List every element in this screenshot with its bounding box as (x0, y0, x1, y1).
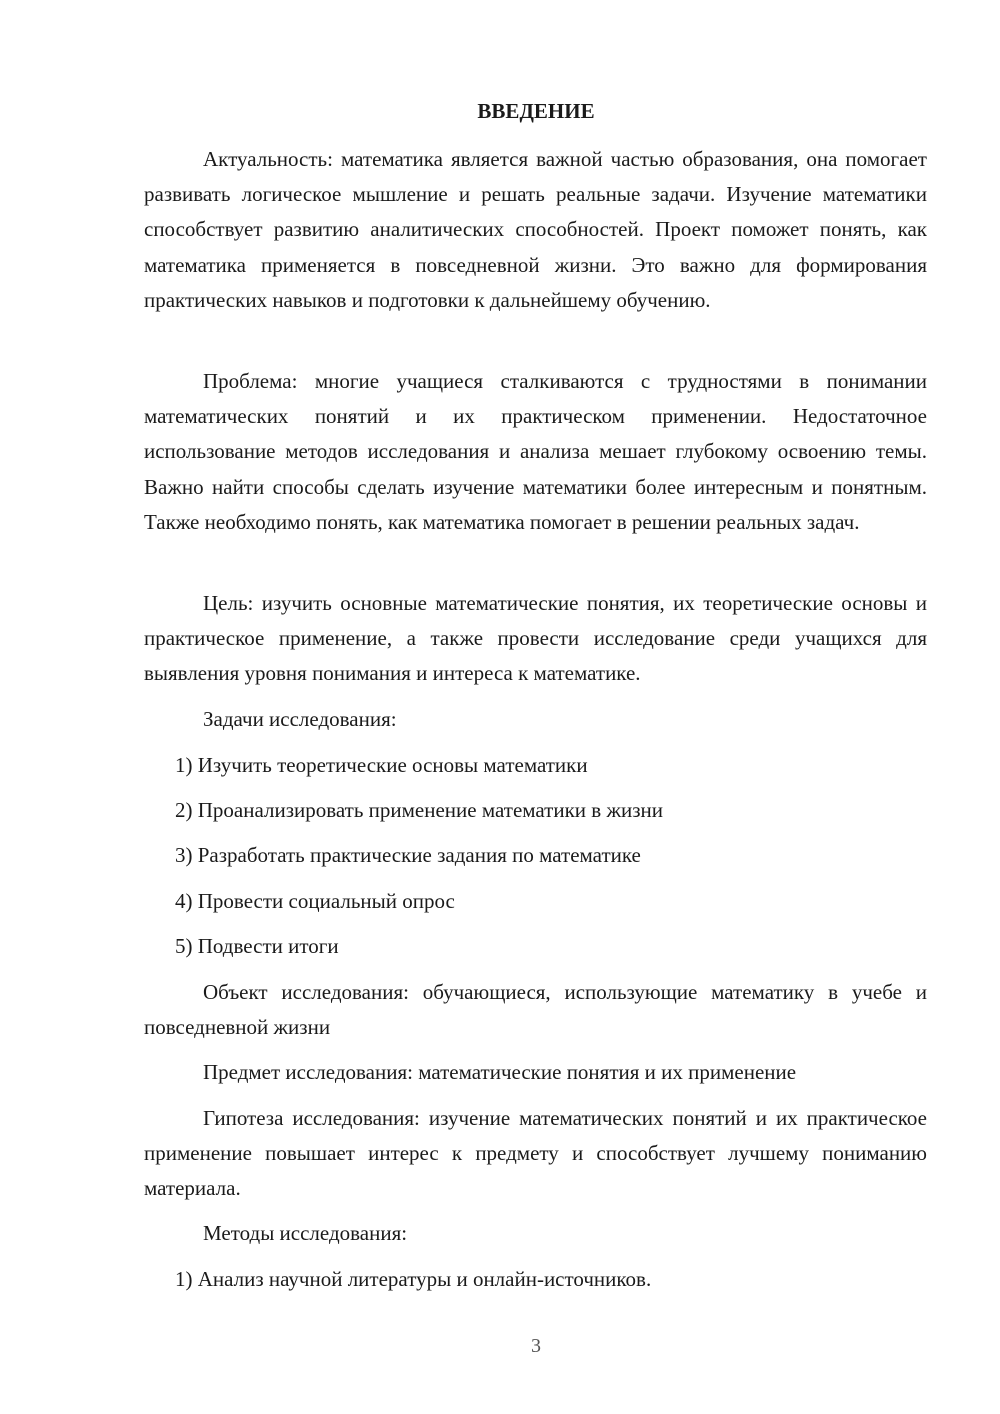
methods-heading: Методы исследования: (203, 1221, 408, 1245)
task-item-4: 4) Провести социальный опрос (175, 889, 455, 913)
method-item-1: 1) Анализ научной литературы и онлайн-источников. (175, 1267, 652, 1291)
relevance-paragraph: Актуальность: математика является важной частью образования, она помогает развивать логическое мышление и решать реальные задачи. Изучение математики способствует развитию аналитических способностей. Проект поможет понять, как математика применяется в повседневной жизни. Это важно для формирования практических навыков и подготовки к дальнейшему обучению. (144, 147, 927, 312)
object-paragraph: Объект исследования: обучающиеся, использующие математику в учебе и повседневной жизни (144, 980, 927, 1040)
section-title: ВВЕДЕНИЕ (477, 99, 595, 123)
problem-paragraph: Проблема: многие учащиеся сталкиваются с трудностями в понимании математических понятий и их практическом применении. Недостаточное использование методов исследования и анализа мешает глубокому освоению темы. Важно найти способы сделать изучение математики более интересным и понятным. Также необходимо понять, как математика помогает в решении реальных задач. (144, 369, 927, 534)
hypothesis-paragraph: Гипотеза исследования: изучение математических понятий и их практическое применение повышает интерес к предмету и способствует лучшему пониманию материала. (144, 1106, 927, 1201)
task-item-3: 3) Разработать практические задания по математике (175, 843, 641, 867)
task-item-2: 2) Проанализировать применение математики в жизни (175, 798, 663, 822)
subject-paragraph: Предмет исследования: математические понятия и их применение (203, 1060, 797, 1084)
task-item-5: 5) Подвести итоги (175, 934, 339, 958)
goal-paragraph: Цель: изучить основные математические понятия, их теоретические основы и практическое применение, а также провести исследование среди учащихся для выявления уровня понимания и интереса к математике. (144, 591, 927, 686)
task-item-1: 1) Изучить теоретические основы математики (175, 753, 588, 777)
tasks-heading: Задачи исследования: (203, 707, 397, 731)
page-number: 3 (531, 1335, 541, 1357)
